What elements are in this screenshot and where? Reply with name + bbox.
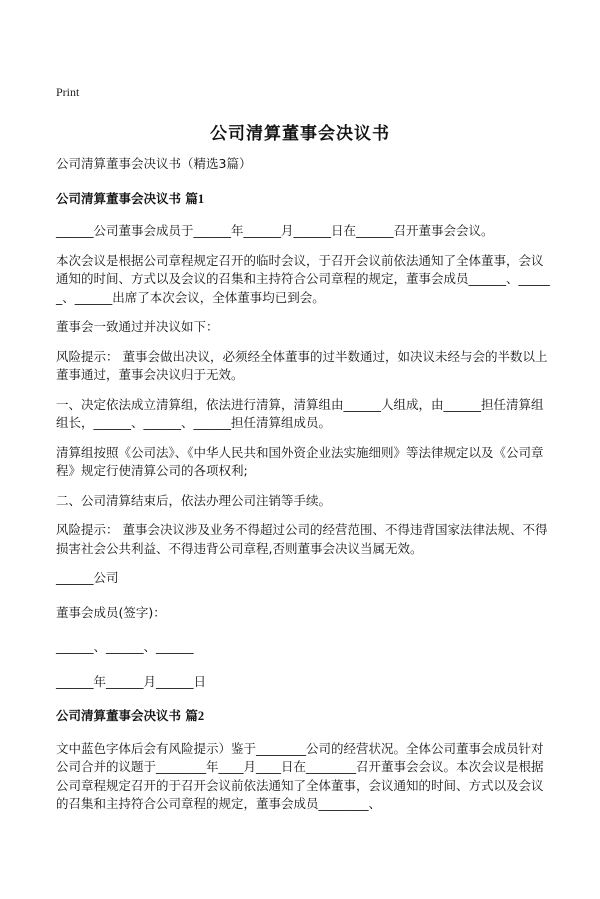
meeting-notice-paragraph: 本次会议是根据公司章程规定召开的临时会议，于召开会议前依法通知了全体董事，会议通知的时间、方式以及会议的召集和主持符合公司章程的规定，董事会成员______、______、______出席了本次会议，全体董事均已到会。 — [56, 252, 550, 305]
board-members-signature-label: 董事会成员(签字)： — [56, 604, 166, 620]
signature-date-line: ______年______月______日 — [56, 673, 207, 689]
section-heading-1 — [56, 190, 552, 209]
risk-warning-1: 风险提示： 董事会做出决议，必须经全体董事的过半数通过，如决议未经与会的半数以上董事通过，董事会决议归于无效。 — [56, 348, 548, 382]
section-heading-text: 公司清算董事会决议书 篇 — [56, 708, 198, 723]
meeting-date-paragraph: ______公司董事会成员于______年______月______日在______召开董事会会议。 — [56, 223, 494, 238]
document-body — [56, 155, 552, 825]
section-heading-2 — [56, 707, 552, 726]
risk-warning-2: 风险提示： 董事会决议涉及业务不得超过公司的经营范围、不得违背国家法律法规、不得损害社会公共利益、不得违背公司章程,否则董事会决议当属无效。 — [56, 522, 548, 556]
section-heading-text: 公司清算董事会决议书 篇 — [56, 190, 198, 206]
section-heading-number: 1 — [197, 191, 205, 206]
liquidation-rights-paragraph: 清算组按照《公司法》、《中华人民共和国外资企业法实施细则》等法律规定以及《公司章程》规定行使清算公司的各项权利; — [56, 444, 544, 478]
page-title: 公司清算董事会决议书 — [210, 124, 390, 144]
print-label: Print — [56, 85, 80, 99]
document-subtitle: 公司清算董事会决议书（精选3篇） — [56, 156, 252, 171]
board-members-signature-blanks: ______、______、______ — [56, 639, 194, 654]
resolution-intro: 董事会一致通过并决议如下： — [56, 319, 219, 334]
resolution-item-1: 一、决定依法成立清算组，依法进行清算，清算组由______人组成，由______担任清算组组长，______、______、______担任清算组成员。 — [56, 396, 544, 430]
resolution-item-2: 二、公司清算结束后，依法办理公司注销等手续。 — [56, 492, 332, 508]
section2-paragraph: 文中蓝色字体后会有风险提示）鉴于________公司的经营状况。全体公司董事会成员针对公司合并的议题于________年____月____日在________召开董事会会议。本次会议是根据公司章程规定召开的于召开会议前依法通知了全体董事，会议通知的时间、方式以及会议的召集和主持符合公司章程的规定，董事会成员________、 — [56, 740, 544, 811]
company-signature-line: ______公司 — [56, 570, 119, 585]
section-heading-number: 2 — [197, 709, 205, 723]
